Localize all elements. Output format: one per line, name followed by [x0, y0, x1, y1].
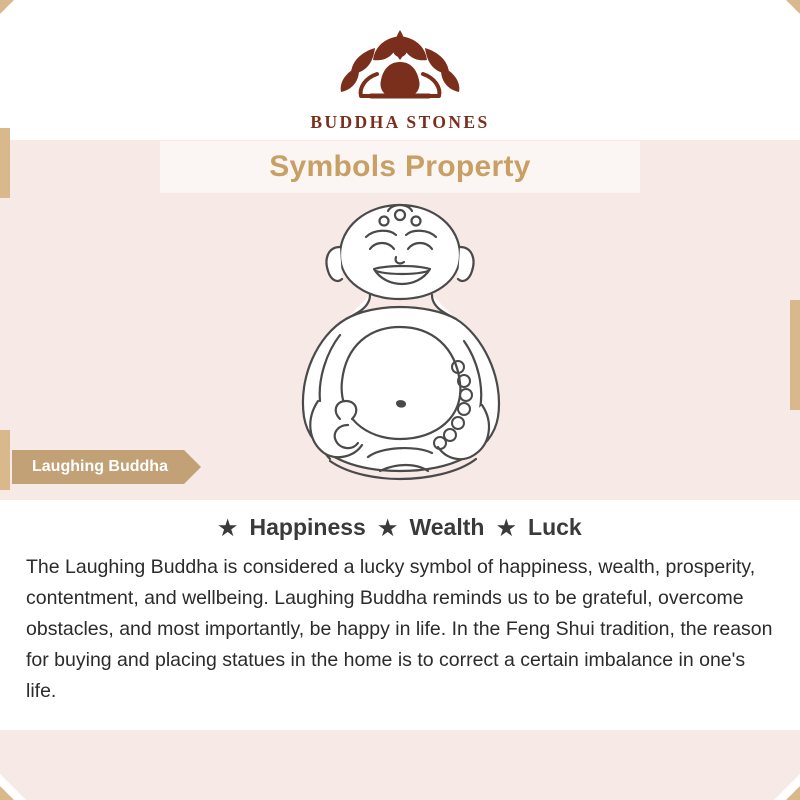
corner-top-right-accent — [786, 0, 800, 14]
lotus-meditation-figure-icon — [315, 16, 485, 108]
left-accent-strip-lower — [0, 430, 10, 490]
star-icon-2: ★ — [378, 517, 398, 540]
hero-label-ribbon — [12, 450, 184, 484]
keyword-happiness: Happiness — [249, 514, 366, 540]
star-icon-3: ★ — [496, 517, 516, 540]
right-accent-strip-upper — [790, 300, 800, 410]
corner-bottom-right-accent — [786, 786, 800, 800]
keyword-luck: Luck — [528, 514, 582, 540]
left-accent-strip-upper — [0, 128, 10, 198]
title-banner — [160, 141, 640, 193]
corner-top-left-accent — [0, 0, 14, 14]
keyword-row — [0, 514, 800, 541]
hero-label-text: Laughing Buddha — [32, 458, 168, 475]
keyword-wealth: Wealth — [409, 514, 485, 540]
star-icon-1: ★ — [218, 517, 238, 540]
corner-bottom-left-accent — [0, 786, 14, 800]
description-paragraph: The Laughing Buddha is considered a lucky symbol of happiness, wealth, prosperity, contentment, and wellbeing. Laughing Buddha reminds us to be grateful, overcome obstacles, and most importantly, be happy in life. In the Feng Shui tradition, the reason for buying and placing statues in the home is to correct a certain imbalance in one's life. — [26, 556, 773, 702]
brand-name: BUDDHA STONES — [310, 112, 490, 132]
brand-logo-block — [0, 16, 800, 133]
page-title: Symbols Property — [269, 150, 531, 183]
bottom-band — [0, 730, 800, 800]
laughing-buddha-line-art-icon — [220, 195, 580, 495]
